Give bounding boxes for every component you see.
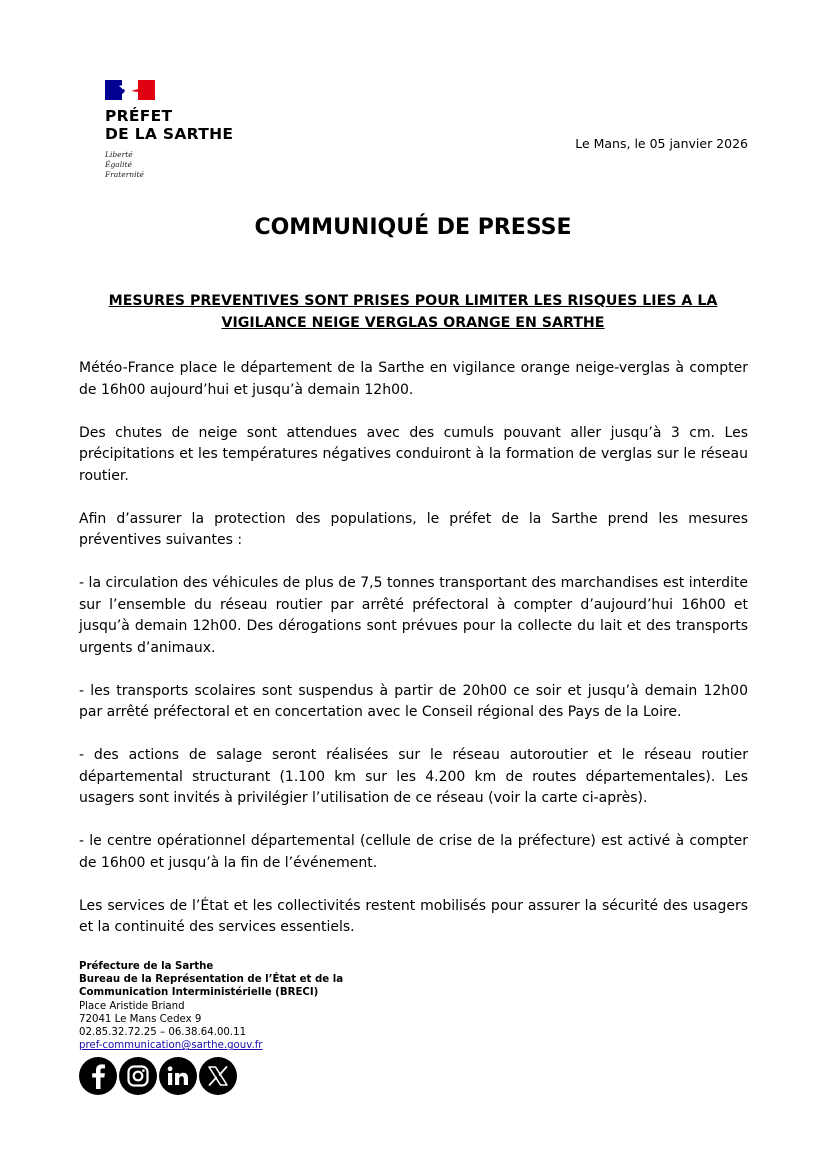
paragraph-measures-intro: Afin d’assurer la protection des populations, le préfet de la Sarthe prend les mesures préventives suivantes :	[79, 510, 748, 548]
footer-email-link[interactable]: pref-communication@sarthe.gouv.fr	[79, 1040, 263, 1052]
press-release-body	[79, 358, 748, 960]
social-links	[79, 1057, 379, 1095]
paragraph-conclusion: Les services de l’État et les collectivités restent mobilisés pour assurer la sécurité des usagers et la continuité des services essentiels.	[79, 897, 748, 935]
motto-fraternite: Fraternité	[105, 170, 144, 179]
motto-egalite: Égalité	[105, 160, 132, 169]
contact-footer	[79, 960, 379, 1095]
linkedin-icon[interactable]	[159, 1057, 197, 1095]
paragraph-truck-ban: - la circulation des véhicules de plus de 7,5 tonnes transportant des marchandises est interdite sur l’ensemble du réseau routier par arrêté préfectoral à compter d’aujourd’hui 16h00 et jusqu’à demain 12h00. Des dérogations sont prévues pour la collecte du lait et des transports urgents d’animaux.	[79, 575, 748, 656]
authority-name-line-2: DE LA SARTHE	[105, 125, 234, 143]
instagram-icon[interactable]	[119, 1057, 157, 1095]
footer-bureau-line-1: Bureau de la Représentation de l’État et de la	[79, 974, 344, 986]
footer-org: Préfecture de la Sarthe	[79, 961, 214, 972]
footer-address-line-2: 72041 Le Mans Cedex 9	[79, 1013, 202, 1025]
document-title: COMMUNIQUÉ DE PRESSE	[254, 215, 572, 240]
prefecture-logo	[105, 80, 233, 180]
marianne-flag-icon	[105, 80, 155, 100]
paragraph-salting: - des actions de salage seront réalisées sur le réseau autoroutier et le réseau routier départemental structurant (1.100 km sur les 4.200 km de routes départementales). Les usagers sont invités à privilégier l’utilisation de ce réseau (voir la carte ci-après).	[79, 747, 748, 806]
facebook-icon[interactable]	[79, 1057, 117, 1095]
authority-name-line-1: PRÉFET	[105, 107, 173, 125]
paragraph-crisis-center: - le centre opérationnel départemental (cellule de crise de la préfecture) est activé à compter de 16h00 et jusqu’à la fin de l’événement.	[79, 833, 748, 871]
press-release-date: Le Mans, le 05 janvier 2026	[575, 136, 748, 151]
paragraph-snowfall: Des chutes de neige sont attendues avec des cumuls pouvant aller jusqu’à 3 cm. Les précipitations et les températures négatives conduiront à la formation de verglas sur le réseau routier.	[79, 424, 748, 484]
republic-motto	[105, 150, 233, 180]
footer-address-line-1: Place Aristide Briand	[79, 1000, 185, 1012]
motto-liberte: Liberté	[105, 150, 133, 159]
footer-phones: 02.85.32.72.25 – 06.38.64.00.11	[79, 1027, 247, 1039]
x-icon[interactable]	[199, 1057, 237, 1095]
press-release-headline: MESURES PREVENTIVES SONT PRISES POUR LIMITER LES RISQUES LIES A LA VIGILANCE NEIGE VERGLAS ORANGE EN SARTHE	[108, 293, 718, 331]
paragraph-vigilance: Météo-France place le département de la Sarthe en vigilance orange neige-verglas à compter de 16h00 aujourd’hui et jusqu’à demain 12h00.	[79, 360, 748, 398]
paragraph-school-transport: - les transports scolaires sont suspendus à partir de 20h00 ce soir et jusqu’à demain 12h00 par arrêté préfectoral et en concertation avec le Conseil régional des Pays de la Loire.	[79, 682, 748, 720]
footer-bureau-line-2: Communication Interministérielle (BRECI)	[79, 987, 319, 999]
